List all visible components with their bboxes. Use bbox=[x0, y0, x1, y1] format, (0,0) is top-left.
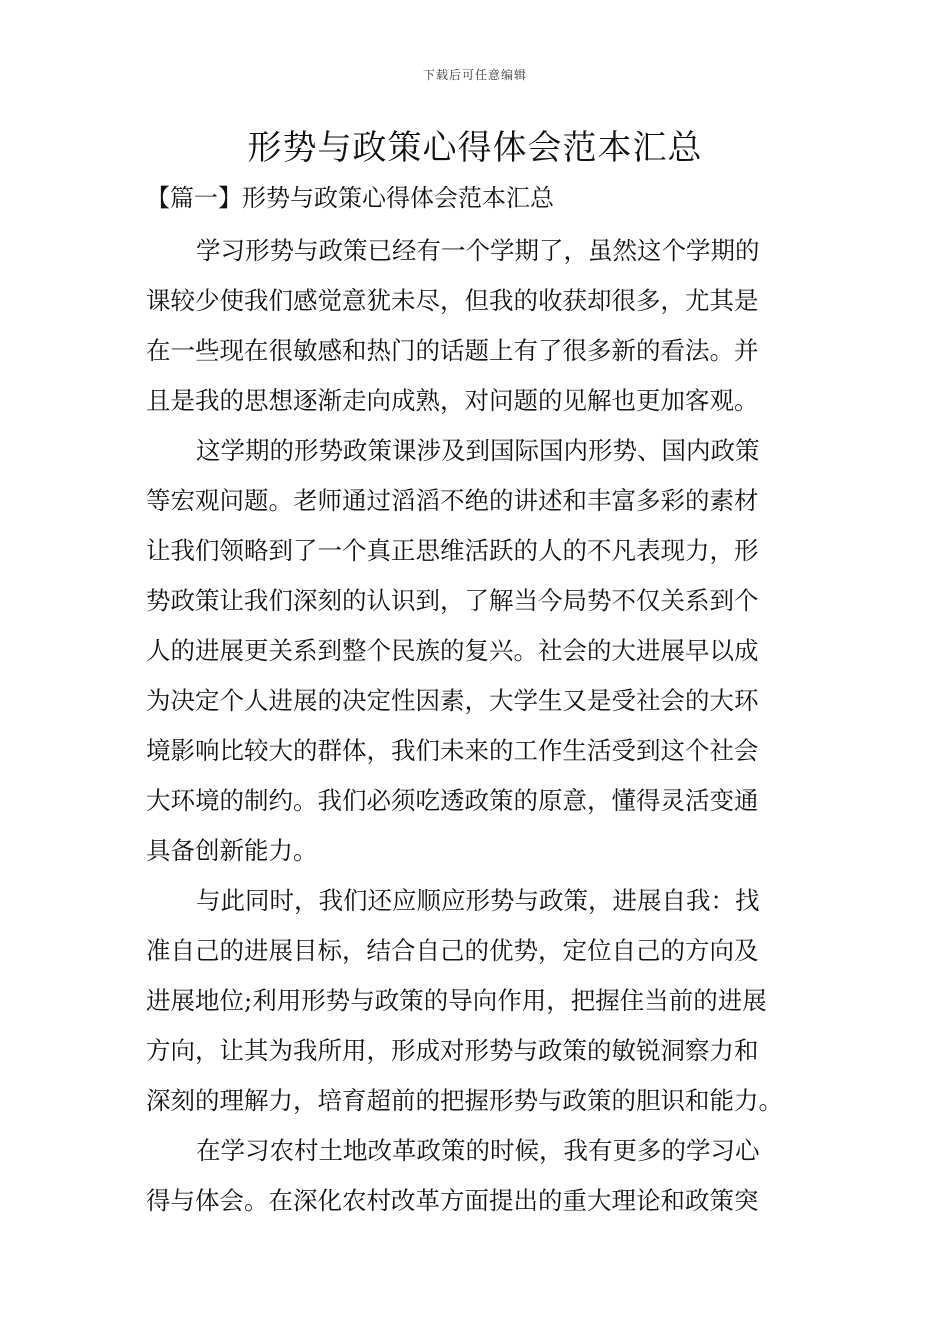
text-line: 与此同时，我们还应顺应形势与政策，进展自我：找 bbox=[196, 886, 760, 915]
section-heading: 【篇一】形势与政策心得体会范本汇总 bbox=[146, 184, 554, 212]
text-line: 势政策让我们深刻的认识到，了解当今局势不仅关系到个 bbox=[146, 586, 759, 615]
paragraph-3 bbox=[146, 876, 806, 1126]
text-line: 深刻的理解力，培育超前的把握形势与政策的胆识和能力。 bbox=[146, 1086, 783, 1115]
text-line: 让我们领略到了一个真正思维活跃的人的不凡表现力，形 bbox=[146, 536, 759, 565]
text-line: 境影响比较大的群体，我们未来的工作生活受到这个社会 bbox=[146, 736, 759, 765]
text-line: 学习形势与政策已经有一个学期了，虽然这个学期的 bbox=[196, 236, 760, 265]
text-line: 且是我的思想逐渐走向成熟，对问题的见解也更加客观。 bbox=[146, 386, 759, 415]
text-line: 方向，让其为我所用，形成对形势与政策的敏锐洞察力和 bbox=[146, 1036, 759, 1065]
header-note: 下载后可任意编辑 bbox=[422, 68, 527, 82]
paragraph-2 bbox=[146, 426, 806, 876]
text-line: 准自己的进展目标，结合自己的优势，定位自己的方向及 bbox=[146, 936, 759, 965]
text-line: 在学习农村土地改革政策的时候，我有更多的学习心 bbox=[196, 1136, 760, 1165]
text-line: 得与体会。在深化农村改革方面提出的重大理论和政策突 bbox=[146, 1186, 759, 1215]
text-line: 在一些现在很敏感和热门的话题上有了很多新的看法。并 bbox=[146, 336, 759, 365]
text-line: 等宏观问题。老师通过滔滔不绝的讲述和丰富多彩的素材 bbox=[146, 486, 759, 515]
document-body bbox=[146, 226, 806, 1226]
text-line: 这学期的形势政策课涉及到国际国内形势、国内政策 bbox=[196, 436, 760, 465]
text-line: 课较少使我们感觉意犹未尽，但我的收获却很多，尤其是 bbox=[146, 286, 759, 315]
text-line: 大环境的制约。我们必须吃透政策的原意，懂得灵活变通 bbox=[146, 786, 759, 815]
document-title: 形势与政策心得体会范本汇总 bbox=[247, 128, 703, 168]
paragraph-1 bbox=[146, 226, 806, 426]
text-line: 为决定个人进展的决定性因素，大学生又是受社会的大环 bbox=[146, 686, 759, 715]
text-line: 具备创新能力。 bbox=[146, 836, 318, 865]
text-line: 进展地位;利用形势与政策的导向作用，把握住当前的进展 bbox=[146, 986, 767, 1015]
text-line: 人的进展更关系到整个民族的复兴。社会的大进展早以成 bbox=[146, 636, 759, 665]
paragraph-4 bbox=[146, 1126, 806, 1226]
